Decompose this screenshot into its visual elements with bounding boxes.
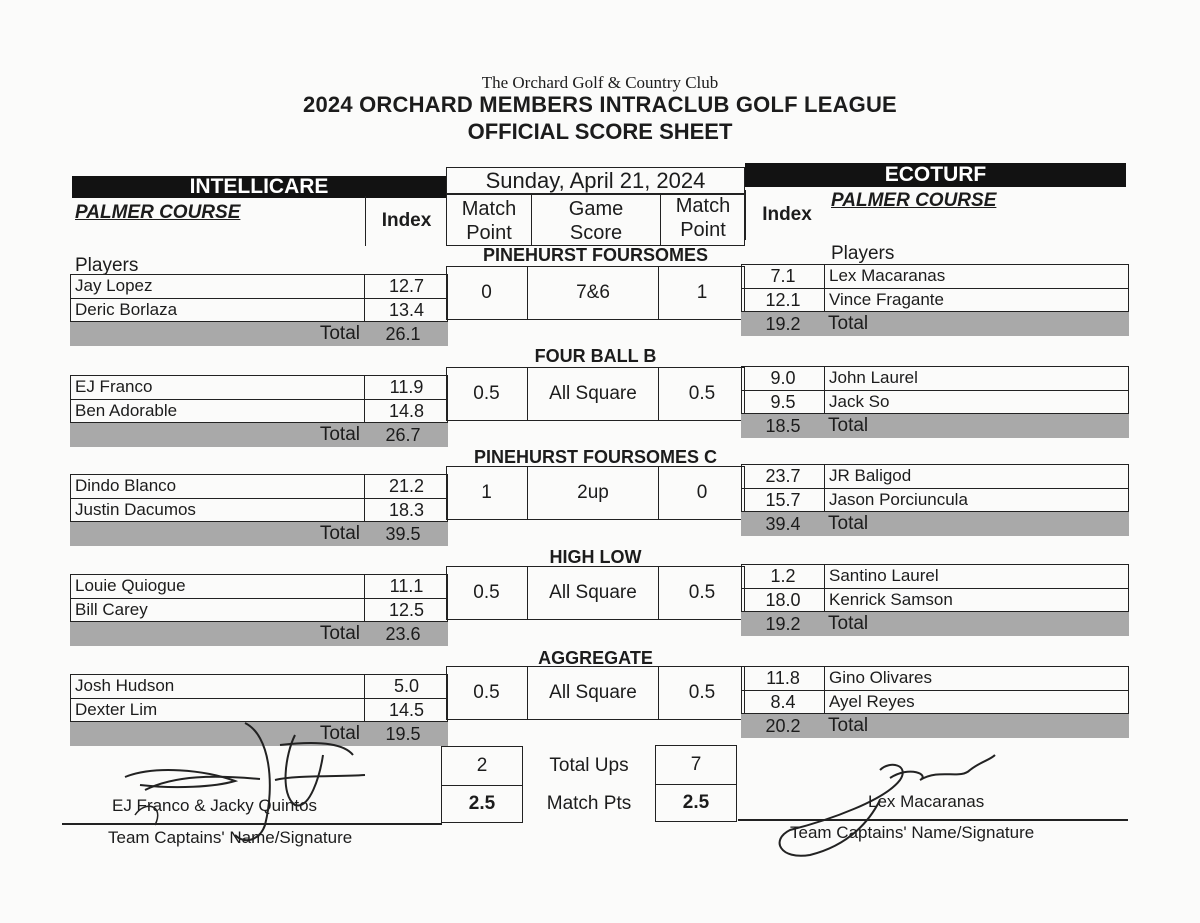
section-title: PINEHURST FOURSOMES (482, 245, 709, 265)
player-name: John Laurel (829, 368, 918, 387)
sheet-title: OFFICIAL SCORE SHEET (467, 119, 733, 144)
player-name: Lex Macaranas (829, 266, 946, 285)
player-index: 8.4 (770, 692, 796, 712)
player-name: Ayel Reyes (829, 692, 915, 711)
club-name: The Orchard Golf & Country Club (481, 73, 719, 92)
total-label: Total (828, 613, 869, 634)
game-score: All Square (549, 682, 637, 703)
left-total-index: 26.7 (385, 425, 421, 445)
right-total-ups: 7 (690, 754, 702, 775)
total-label: Total (828, 313, 869, 334)
player-index: 14.5 (388, 700, 425, 720)
player-index: 11.8 (766, 668, 800, 688)
left-total-index: 23.6 (385, 624, 421, 644)
left-index-header: Index (365, 196, 447, 246)
player-index: 21.2 (388, 476, 425, 496)
total-label: Total (319, 623, 360, 644)
player-name: Jay Lopez (75, 276, 153, 295)
player-index: 12.1 (765, 290, 801, 310)
player-index: 12.7 (388, 276, 425, 296)
right-match-point-header: Match Point (675, 195, 731, 241)
section-title: PINEHURST FOURSOMES C (473, 447, 718, 467)
right-players-label: Players (831, 243, 895, 264)
right-total-index: 20.2 (765, 716, 801, 736)
player-index: 1.2 (770, 566, 796, 586)
right-total-index: 19.2 (765, 314, 801, 334)
player-name: Dexter Lim (75, 700, 158, 719)
player-name: Justin Dacumos (75, 500, 196, 519)
right-match-point: 0.5 (688, 383, 716, 404)
right-match-pts: 2.5 (682, 792, 710, 813)
player-name: Bill Carey (75, 600, 148, 619)
total-label: Total (828, 415, 869, 436)
game-score: 7&6 (576, 282, 610, 303)
left-captain-caption: Team Captains' Name/Signature (108, 828, 353, 847)
right-match-point: 0 (696, 482, 708, 503)
left-players-label: Players (75, 255, 139, 276)
left-match-point: 0 (481, 282, 492, 303)
left-match-point: 1 (481, 482, 492, 503)
player-index: 7.1 (770, 266, 796, 286)
player-name: Santino Laurel (829, 566, 939, 585)
summary-divider (655, 784, 737, 785)
game-score: All Square (549, 582, 637, 603)
player-name: Jack So (829, 392, 890, 411)
left-match-pts: 2.5 (468, 793, 496, 814)
player-index: 12.5 (388, 600, 425, 620)
right-match-point: 0.5 (688, 582, 716, 603)
right-signature (770, 750, 1010, 870)
player-name: Ben Adorable (75, 401, 178, 420)
right-team-name: ECOTURF (745, 163, 1126, 187)
left-total-index: 19.5 (385, 724, 421, 744)
left-match-point: 0.5 (473, 682, 500, 703)
league-title: 2024 ORCHARD MEMBERS INTRACLUB GOLF LEAGUE (303, 92, 897, 117)
right-captain-name: Lex Macaranas (868, 792, 985, 811)
right-total-index: 39.4 (765, 514, 801, 534)
total-label: Total (828, 513, 869, 534)
player-index: 18.3 (388, 500, 425, 520)
left-match-point: 0.5 (473, 582, 500, 603)
right-total-index: 19.2 (765, 614, 801, 634)
player-name: Vince Fragante (829, 290, 944, 309)
left-total-index: 26.1 (385, 324, 421, 344)
right-match-point: 1 (696, 282, 708, 303)
player-index: 18.0 (765, 590, 801, 610)
player-index: 11.9 (389, 377, 424, 397)
player-name: Gino Olivares (829, 668, 932, 687)
section-title: AGGREGATE (538, 648, 653, 668)
total-label: Total (319, 424, 360, 445)
player-index: 11.1 (389, 576, 424, 596)
player-name: Deric Borlaza (75, 300, 178, 319)
player-index: 9.0 (770, 368, 796, 388)
total-ups-label: Total Ups (549, 755, 629, 776)
total-label: Total (319, 523, 360, 544)
player-name: Josh Hudson (75, 676, 175, 695)
right-course: PALMER COURSE (831, 190, 997, 211)
left-team-name: INTELLICARE (72, 176, 446, 198)
match-pts-label: Match Pts (546, 793, 632, 814)
total-label: Total (319, 323, 360, 344)
match-date: Sunday, April 21, 2024 (446, 167, 745, 194)
player-name: Louie Quiogue (75, 576, 186, 595)
player-name: Jason Porciuncula (829, 490, 968, 509)
player-index: 13.4 (388, 300, 425, 320)
game-score: All Square (549, 383, 637, 404)
left-total-ups: 2 (476, 755, 488, 776)
player-index: 9.5 (770, 392, 796, 412)
left-captain-names: EJ Franco & Jacky Quintos (112, 796, 318, 815)
left-total-index: 39.5 (385, 524, 421, 544)
left-signature (95, 715, 385, 850)
player-name: JR Baligod (829, 466, 912, 485)
total-label: Total (828, 715, 869, 736)
player-index: 23.7 (765, 466, 801, 486)
player-name: Kenrick Samson (829, 590, 953, 609)
right-total-index: 18.5 (765, 416, 801, 436)
right-index-header: Index (745, 190, 828, 240)
total-label: Total (319, 723, 360, 744)
left-match-point: 0.5 (473, 383, 500, 404)
right-match-point: 0.5 (688, 682, 716, 703)
player-name: Dindo Blanco (75, 476, 177, 495)
section-title: FOUR BALL B (534, 346, 657, 366)
left-course: PALMER COURSE (75, 202, 241, 223)
player-index: 5.0 (393, 676, 420, 696)
right-captain-caption: Team Captains' Name/Signature (790, 823, 1035, 842)
summary-divider (441, 785, 523, 786)
player-name: EJ Franco (75, 377, 153, 396)
player-index: 14.8 (388, 401, 425, 421)
player-index: 15.7 (765, 490, 801, 510)
section-title: HIGH LOW (549, 547, 642, 567)
game-score-header: Game Score (568, 198, 624, 244)
left-match-point-header: Match Point (461, 198, 517, 244)
game-score: 2up (577, 482, 609, 503)
